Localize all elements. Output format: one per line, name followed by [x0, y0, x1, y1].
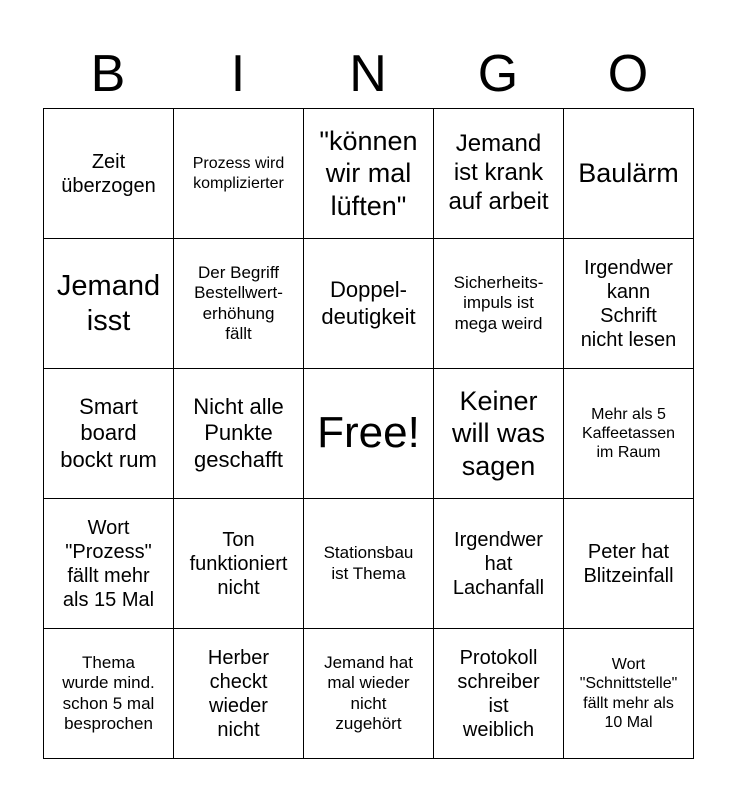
bingo-cell[interactable]: Sicherheits- impuls ist mega weird: [434, 239, 564, 369]
bingo-grid: [43, 108, 694, 759]
bingo-header: [43, 40, 693, 108]
bingo-cell[interactable]: Jemand ist krank auf arbeit: [434, 109, 564, 239]
bingo-cell[interactable]: Ton funktioniert nicht: [174, 499, 304, 629]
bingo-cell[interactable]: Herber checkt wieder nicht: [174, 629, 304, 759]
bingo-cell[interactable]: Wort "Prozess" fällt mehr als 15 Mal: [44, 499, 174, 629]
bingo-cell[interactable]: Jemand hat mal wieder nicht zugehört: [304, 629, 434, 759]
bingo-cell[interactable]: Protokoll schreiber ist weiblich: [434, 629, 564, 759]
bingo-cell[interactable]: "können wir mal lüften": [304, 109, 434, 239]
bingo-cell[interactable]: Mehr als 5 Kaffeetassen im Raum: [564, 369, 694, 499]
free-cell[interactable]: Free!: [304, 369, 434, 499]
grid-row: [44, 629, 694, 759]
header-letter-g: G: [477, 45, 519, 103]
header-letter-o: O: [607, 45, 649, 103]
header-letter-b: B: [90, 45, 126, 103]
grid-row: [44, 369, 694, 499]
grid-row: [44, 109, 694, 239]
bingo-cell[interactable]: Zeit überzogen: [44, 109, 174, 239]
bingo-cell[interactable]: Prozess wird komplizierter: [174, 109, 304, 239]
bingo-cell[interactable]: Irgendwer hat Lachanfall: [434, 499, 564, 629]
bingo-cell[interactable]: Irgendwer kann Schrift nicht lesen: [564, 239, 694, 369]
bingo-cell[interactable]: Wort "Schnittstelle" fällt mehr als 10 Mal: [564, 629, 694, 759]
header-letter-i: I: [230, 45, 246, 103]
grid-row: [44, 239, 694, 369]
bingo-cell[interactable]: Stationsbau ist Thema: [304, 499, 434, 629]
bingo-cell[interactable]: Nicht alle Punkte geschafft: [174, 369, 304, 499]
bingo-cell[interactable]: Keiner will was sagen: [434, 369, 564, 499]
bingo-cell[interactable]: Smart board bockt rum: [44, 369, 174, 499]
bingo-cell[interactable]: Der Begriff Bestellwert- erhöhung fällt: [174, 239, 304, 369]
bingo-cell[interactable]: Doppel- deutigkeit: [304, 239, 434, 369]
grid-row: [44, 499, 694, 629]
header-letter-n: N: [349, 45, 387, 103]
bingo-cell[interactable]: Peter hat Blitzeinfall: [564, 499, 694, 629]
bingo-cell[interactable]: Jemand isst: [44, 239, 174, 369]
bingo-cell[interactable]: Thema wurde mind. schon 5 mal besprochen: [44, 629, 174, 759]
bingo-cell[interactable]: Baulärm: [564, 109, 694, 239]
